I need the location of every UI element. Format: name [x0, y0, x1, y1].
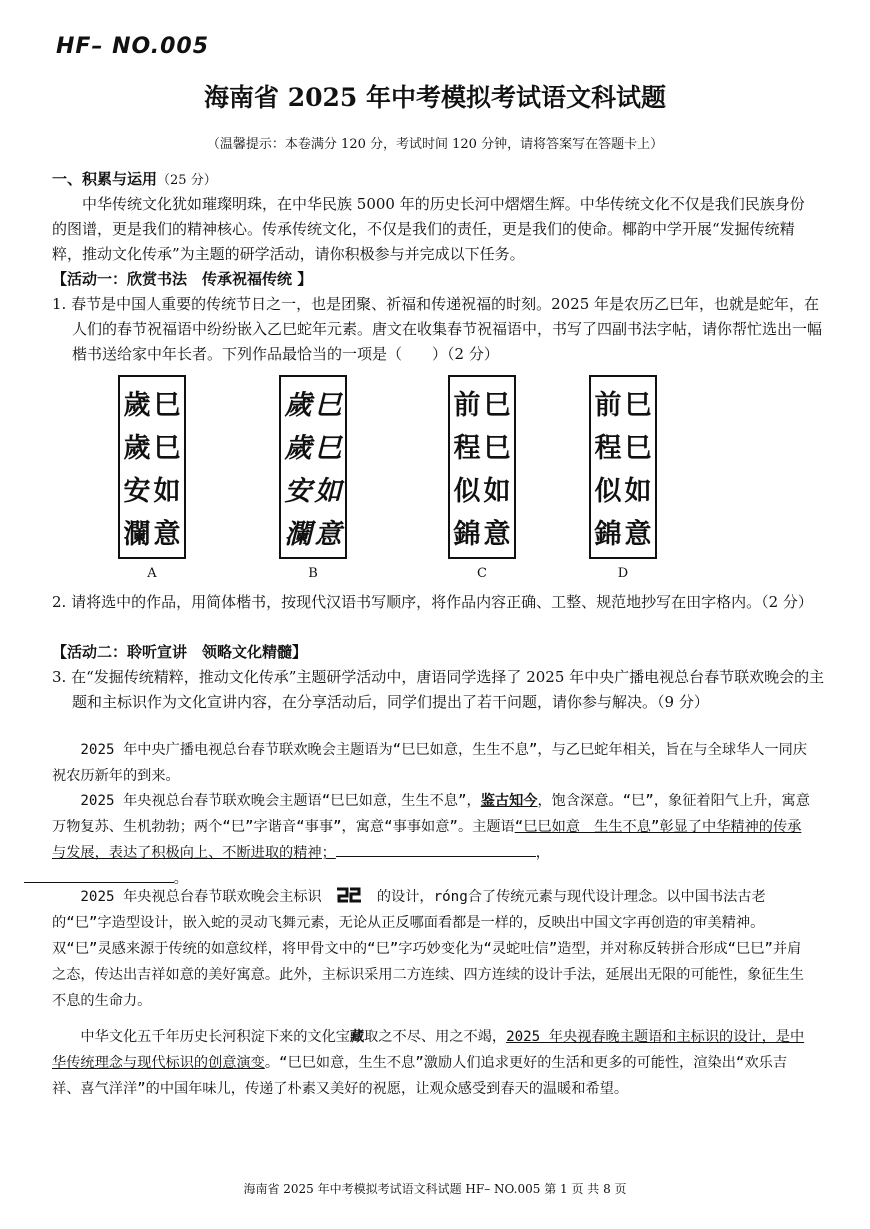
paper-code: HF– NO.005	[56, 34, 210, 59]
text-paragraph-1: 2025 年中央广播电视总台春节联欢晚会主题语为“巳巳如意，生生不息”，与乙巳蛇年相关，旨在与全球华人一同庆祝农历新年的到来。	[52, 742, 807, 784]
calligraphy-char: 巳	[483, 433, 511, 464]
page-title: 海南省 2025 年中考模拟考试语文科试题	[204, 83, 666, 112]
text-paragraph-2	[52, 788, 814, 892]
calligraphy-char: 巳	[624, 390, 652, 421]
calligraphy-char: 安	[284, 476, 312, 507]
exam-tip: （温馨提示：本卷满分 120 分，考试时间 120 分钟，请将答案写在答题卡上）	[206, 137, 664, 152]
calligraphy-char: 瀾	[284, 519, 312, 550]
calligraphy-option-c	[448, 375, 516, 559]
option-label-d: D	[617, 566, 629, 581]
option-label-b: B	[308, 566, 318, 581]
p4-part: 。“巳巳如意，生生不息”激励人们追求更好的生活和更多的可能性，渲染出“欢乐吉祥、喜气洋洋”的中国年味儿，传递了朴素又美好的祝愿，让观众感受到春天的温暖和希望。	[52, 1055, 788, 1097]
calligraphy-char: 似	[453, 476, 481, 507]
question-2: 2. 请将选中的作品，用简体楷书，按现代汉语书写顺序，将作品内容正确、工整、规范地抄写在田字格内。（2 分）	[52, 593, 813, 611]
calligraphy-option-a	[118, 375, 186, 559]
p3-part: 2025 年央视总台春节联欢晚会主标识	[80, 889, 322, 905]
text-paragraph-4	[52, 1024, 814, 1102]
text-paragraph-3	[52, 884, 814, 1014]
page-footer: 海南省 2025 年中考模拟考试语文科试题 HF– NO.005 第 1 页 共 8 页	[243, 1182, 627, 1196]
calligraphy-char: 安	[123, 476, 151, 507]
underlined-sentence: “巳巳如意 生生不息”彰显了中华精神的传承与发展，表达了积极向上、不断进取的精神；	[52, 819, 802, 861]
underlined-idiom: 鉴古知今	[480, 793, 538, 809]
p2-part: ，饱含深意。“巳”，象征着阳气上升，寓意万物复苏、生机勃勃；两个“巳”字谐音“事事”，寓意“事事如意”。主题语	[52, 793, 810, 835]
calligraphy-option-d	[589, 375, 657, 559]
activity2-heading: 【活动二：聆听宣讲 领略文化精髓】	[52, 643, 308, 661]
calligraphy-char: 意	[314, 519, 342, 550]
calligraphy-char: 巳	[314, 390, 342, 421]
calligraphy-char: 錦	[453, 519, 481, 550]
calligraphy-char: 巳	[314, 433, 342, 464]
calligraphy-char: 巳	[153, 433, 181, 464]
section1-intro: 中华传统文化犹如璀璨明珠，在中华民族 5000 年的历史长河中熠熠生辉。中华传统文化不仅是我们民族身份的图谱，更是我们的精神核心。传承传统文化，不仅是我们的责任，更是我们的使命。椰韵中学开展“发掘传统精粹，推动文化传承”为主题的研学活动，请你积极参与并完成以下任务。	[52, 195, 805, 263]
p3-part: 的设计，róng合了传统元素与现代设计理念。以中国书法古老的“巳”字造型设计，嵌入蛇的灵动飞舞元素，无论从正反哪面看都是一样的，反映出中国文字再创造的审美精神。双“巳”灵感来源于传统的如意纹样，将甲骨文中的“巳”字巧妙变化为“灵蛇吐信”造型，并对称反转拼合形成“巳巳”并肩之态，传达出吉祥如意的美好寓意。此外，主标识采用二方连续、四方连续的设计手法，延展出无限的可能性，象征生生不息的生命力。	[52, 889, 804, 1009]
calligraphy-char: 瀾	[123, 519, 151, 550]
bold-char: 藏	[349, 1029, 365, 1045]
calligraphy-char: 如	[624, 476, 652, 507]
calligraphy-char: 意	[153, 519, 181, 550]
calligraphy-char: 巳	[153, 390, 181, 421]
option-label-c: C	[477, 566, 487, 581]
question-3: 3. 在“发掘传统精粹，推动文化传承”主题研学活动中，唐语同学选择了 2025 年中央广播电视总台春节联欢晚会的主题和主标识作为文化宣讲内容，在分享活动后，同学们提出了若干问题，请你参与解决。（9 分）	[52, 668, 825, 711]
calligraphy-option-b	[279, 375, 347, 559]
p4-part: 中华文化五千年历史长河积淀下来的文化宝	[80, 1029, 350, 1045]
calligraphy-char: 如	[153, 476, 181, 507]
calligraphy-char: 似	[594, 476, 622, 507]
calligraphy-char: 歲	[123, 390, 151, 421]
option-label-a: A	[147, 566, 157, 581]
answer-blank[interactable]	[24, 866, 174, 883]
p2-period: 。	[173, 871, 188, 887]
p4-part: 取之不尽、用之不竭，	[364, 1029, 507, 1045]
activity1-heading: 【活动一：欣赏书法 传承祝福传统 】	[52, 270, 313, 288]
calligraphy-char: 巳	[624, 433, 652, 464]
gala-logo-icon	[334, 885, 364, 905]
calligraphy-char: 意	[483, 519, 511, 550]
section1-title: 一、积累与运用	[52, 170, 158, 188]
underlined-sentence: 2025 年央视春晚主题语和主标识的设计，是中华传统理念与现代标识的创意演变	[52, 1029, 805, 1071]
question-1: 1. 春节是中国人重要的传统节日之一，也是团聚、祈福和传递祝福的时刻。2025 年是农历乙巳年，也就是蛇年，在人们的春节祝福语中纷纷嵌入乙巳蛇年元素。唐文在收集春节祝福语中，书写了四副书法字帖，请你帮忙选出一幅楷书送给家中年长者。下列作品最恰当的一项是（ ）（2 分）	[52, 295, 823, 363]
calligraphy-char: 歲	[123, 433, 151, 464]
calligraphy-char: 程	[453, 433, 481, 464]
calligraphy-char: 歲	[284, 433, 312, 464]
p2-part: 2025 年央视总台春节联欢晚会主题语“巳巳如意，生生不息”，	[80, 793, 481, 809]
calligraphy-char: 巳	[483, 390, 511, 421]
calligraphy-char: 前	[453, 390, 481, 421]
calligraphy-char: 歲	[284, 390, 312, 421]
calligraphy-char: 前	[594, 390, 622, 421]
calligraphy-char: 意	[624, 519, 652, 550]
section1-heading	[52, 167, 812, 193]
answer-blank[interactable]	[336, 840, 536, 857]
calligraphy-char: 錦	[594, 519, 622, 550]
calligraphy-char: 如	[314, 476, 342, 507]
p2-comma: ，	[535, 845, 550, 861]
calligraphy-char: 程	[594, 433, 622, 464]
calligraphy-char: 如	[483, 476, 511, 507]
section1-score: （25 分）	[157, 173, 217, 188]
